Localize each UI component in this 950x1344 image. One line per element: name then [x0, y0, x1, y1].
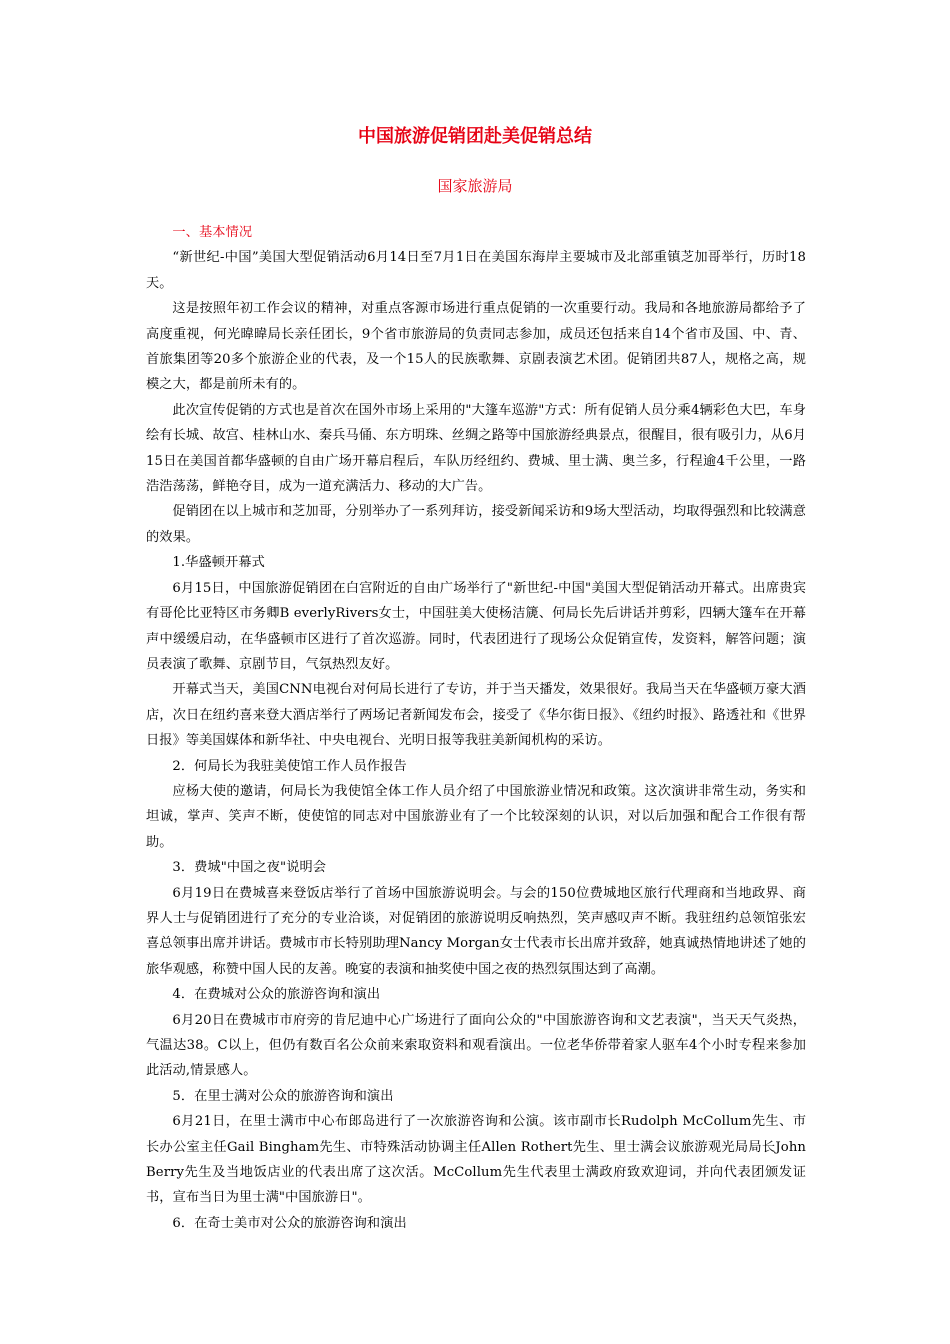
document-body [146, 220, 806, 1236]
paragraph: 6月21日，在里士满市中心布郎岛进行了一次旅游咨询和公演。该市副市长Rudolph McCollum先生、市长办公室主任Gail Bingham先生、市特殊活动协调主任Allen Rothert先生、里士满会议旅游观光局局长John Berry先生及当地饭店业的代表出席了这次活。McCollum先生代表里士满政府致欢迎词，并向代表团颁发证书，宣布当日为里士满"中国旅游日"。 [146, 1114, 806, 1206]
paragraph: “新世纪-中国”美国大型促销活动6月14日至7月1日在美国东海岸主要城市及北部重镇芝加哥举行，历时18天。 [146, 250, 806, 291]
paragraph: 这是按照年初工作会议的精神，对重点客源市场进行重点促销的一次重要行动。我局和各地旅游局都给予了高度重视，何光暐暐局长亲任团长，9个省市旅游局的负责同志参加，成员还包括来自14个省市及国、中、青、首旅集团等20多个旅游企业的代表，及一个15人的民族歌舞、京剧表演艺术团。促销团共87人，规格之高，规模之大，都是前所未有的。 [146, 301, 806, 393]
document-author: 国家旅游局 [437, 177, 513, 195]
document-title: 中国旅游促销团赴美促销总结 [358, 126, 592, 147]
subheading: 5．在里士满对公众的旅游咨询和演出 [172, 1088, 394, 1104]
subheading: 6．在奇士美市对公众的旅游咨询和演出 [172, 1215, 407, 1231]
subheading: 2．何局长为我驻美使馆工作人员作报告 [172, 758, 407, 774]
paragraph: 6月15日，中国旅游促销团在白宫附近的自由广场举行了"新世纪-中国"美国大型促销活动开幕式。出席贵宾有哥伦比亚特区市务卿B everlyRivers女士，中国驻美大使杨洁篪、何局长先后讲话并剪彩，四辆大篷车在开幕声中缓缓启动，在华盛顿市区进行了首次巡游。同时，代表团进行了现场公众促销宣传，发资料，解答问题；演员表演了歌舞、京剧节目，气氛热烈友好。 [146, 580, 806, 672]
subheading: 3．费城"中国之夜"说明会 [172, 860, 327, 876]
paragraph: 应杨大使的邀请，何局长为我使馆全体工作人员介绍了中国旅游业情况和政策。这次演讲非常生动，务实和坦诚，掌声、笑声不断，使使馆的同志对中国旅游业有了一个比较深刻的认识，对以后加强和配合工作很有帮助。 [146, 783, 806, 850]
subheading: 4．在费城对公众的旅游咨询和演出 [172, 987, 381, 1003]
paragraph: 6月19日在费城喜来登饭店举行了首场中国旅游说明会。与会的150位费城地区旅行代理商和当地政界、商界人士与促销团进行了充分的专业洽谈，对促销团的旅游说明反响热烈，笑声感叹声不断。我驻纽约总领馆张宏喜总领事出席并讲话。费城市市长特别助理Nancy Morgan女士代表市长出席并致辞，她真诚热情地讲述了她的旅华观感，称赞中国人民的友善。晚宴的表演和抽奖使中国之夜的热烈氛围达到了高潮。 [146, 885, 806, 977]
paragraph: 促销团在以上城市和芝加哥，分别举办了一系列拜访，接受新闻采访和9场大型活动，均取得强烈和比较满意的效果。 [146, 504, 806, 545]
paragraph: 此次宣传促销的方式也是首次在国外市场上采用的"大篷车巡游"方式：所有促销人员分乘4辆彩色大巴，车身绘有长城、故宫、桂林山水、秦兵马俑、东方明珠、丝绸之路等中国旅游经典景点，很醒目，很有吸引力，从6月15日在美国首都华盛顿的自由广场开幕启程后，车队历经纽约、费城、里士满、奥兰多，行程逾4千公里，一路浩浩荡荡，鲜艳夺目，成为一道充满活力、移动的大广告。 [146, 402, 806, 495]
subheading: 1.华盛顿开幕式 [172, 555, 265, 571]
paragraph: 开幕式当天，美国CNN电视台对何局长进行了专访，并于当天播发，效果很好。我局当天在华盛顿万豪大酒店，次日在纽约喜来登大酒店举行了两场记者新闻发布会，接受了《华尔街日报》、《纽约时报》、路透社和《世界日报》等美国媒体和新华社、中央电视台、光明日报等我驻美新闻机构的采访。 [146, 682, 806, 749]
section-heading-basic-situation: 一、基本情况 [172, 225, 253, 240]
paragraph: 6月20日在费城市市府旁的肯尼迪中心广场进行了面向公众的"中国旅游咨询和文艺表演"，当天天气炎热，气温达38。C以上，但仍有数百名公众前来索取资料和观看演出。一位老华侨带着家人驱车4个小时专程来参加此活动,情景感人。 [146, 1012, 806, 1079]
